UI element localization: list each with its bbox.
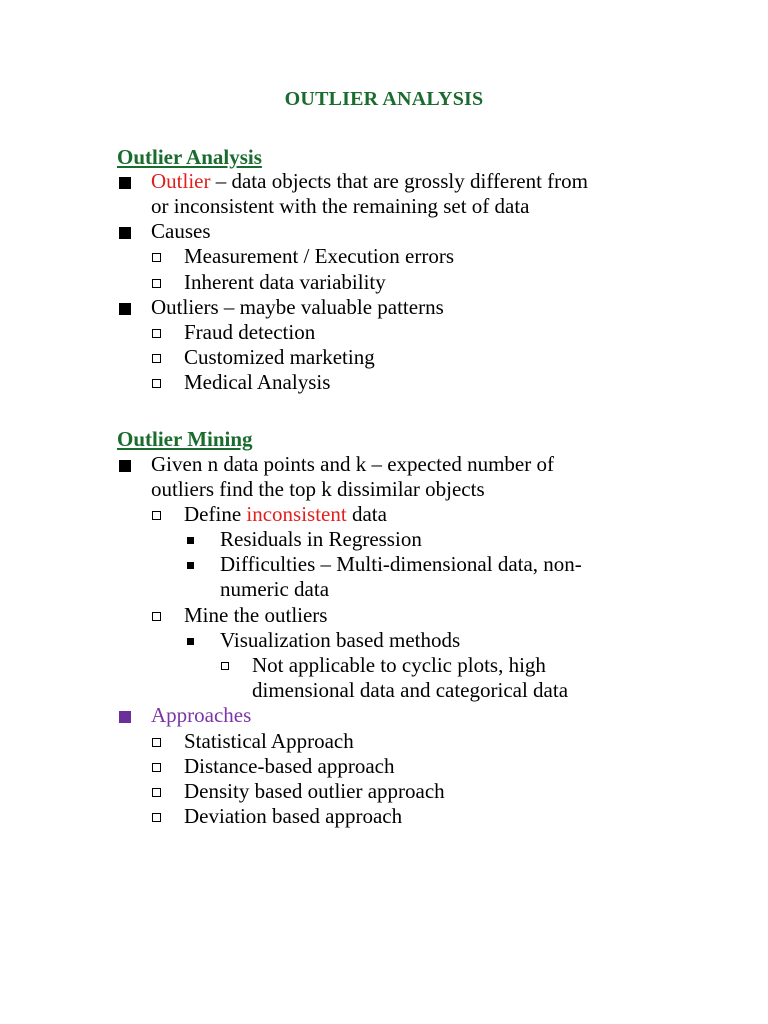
pattern-item: Fraud detection (184, 320, 316, 344)
small-square-bullet (187, 638, 194, 645)
approach-item: Distance-based approach (184, 754, 395, 778)
causes-label: Causes (151, 219, 211, 243)
hollow-square-bullet (152, 329, 161, 338)
approach-item: Density based outlier approach (184, 779, 445, 803)
approaches-label: Approaches (151, 703, 252, 727)
hollow-square-bullet (152, 788, 161, 797)
hollow-square-bullet (152, 612, 161, 621)
purple-square-bullet (119, 711, 131, 723)
filled-square-bullet (119, 460, 131, 472)
not-applicable-continuation: dimensional data and categorical data (252, 678, 569, 702)
filled-square-bullet (119, 303, 131, 315)
hollow-square-bullet (152, 813, 161, 822)
mine-outliers-item: Mine the outliers (184, 603, 328, 627)
residuals-item: Residuals in Regression (220, 527, 422, 551)
hollow-square-bullet (221, 662, 229, 670)
define-inconsistent-line (184, 502, 387, 527)
hollow-square-bullet (152, 763, 161, 772)
valuable-patterns-label: Outliers – maybe valuable patterns (151, 295, 444, 319)
hollow-square-bullet (152, 511, 161, 520)
difficulties-continuation: numeric data (220, 577, 330, 601)
hollow-square-bullet (152, 379, 161, 388)
section-heading-outlier-mining: Outlier Mining (117, 427, 253, 451)
approach-item: Statistical Approach (184, 729, 354, 753)
outlier-definition-continuation: or inconsistent with the remaining set of data (151, 194, 530, 218)
outlier-definition-line (151, 169, 588, 194)
outlier-definition-text: – data objects that are grossly different from (210, 169, 588, 193)
mining-definition-continuation: outliers find the top k dissimilar objects (151, 477, 485, 501)
cause-item: Inherent data variability (184, 270, 386, 294)
hollow-square-bullet (152, 738, 161, 747)
document-title: OUTLIER ANALYSIS (284, 88, 484, 110)
outlier-term: Outlier (151, 169, 211, 193)
pattern-item: Medical Analysis (184, 370, 331, 394)
hollow-square-bullet (152, 354, 161, 363)
filled-square-bullet (119, 177, 131, 189)
hollow-square-bullet (152, 279, 161, 288)
inconsistent-term: inconsistent (246, 502, 347, 526)
approach-item: Deviation based approach (184, 804, 403, 828)
section-heading-outlier-analysis: Outlier Analysis (117, 145, 262, 169)
visualization-item: Visualization based methods (220, 628, 461, 652)
hollow-square-bullet (152, 253, 161, 262)
small-square-bullet (187, 537, 194, 544)
difficulties-item: Difficulties – Multi-dimensional data, non- (220, 552, 582, 576)
filled-square-bullet (119, 227, 131, 239)
not-applicable-item: Not applicable to cyclic plots, high (252, 653, 546, 677)
small-square-bullet (187, 562, 194, 569)
pattern-item: Customized marketing (184, 345, 375, 369)
mining-definition-line: Given n data points and k – expected number of (151, 452, 554, 476)
cause-item: Measurement / Execution errors (184, 244, 454, 268)
data-text: data (346, 502, 387, 526)
define-text: Define (184, 502, 247, 526)
